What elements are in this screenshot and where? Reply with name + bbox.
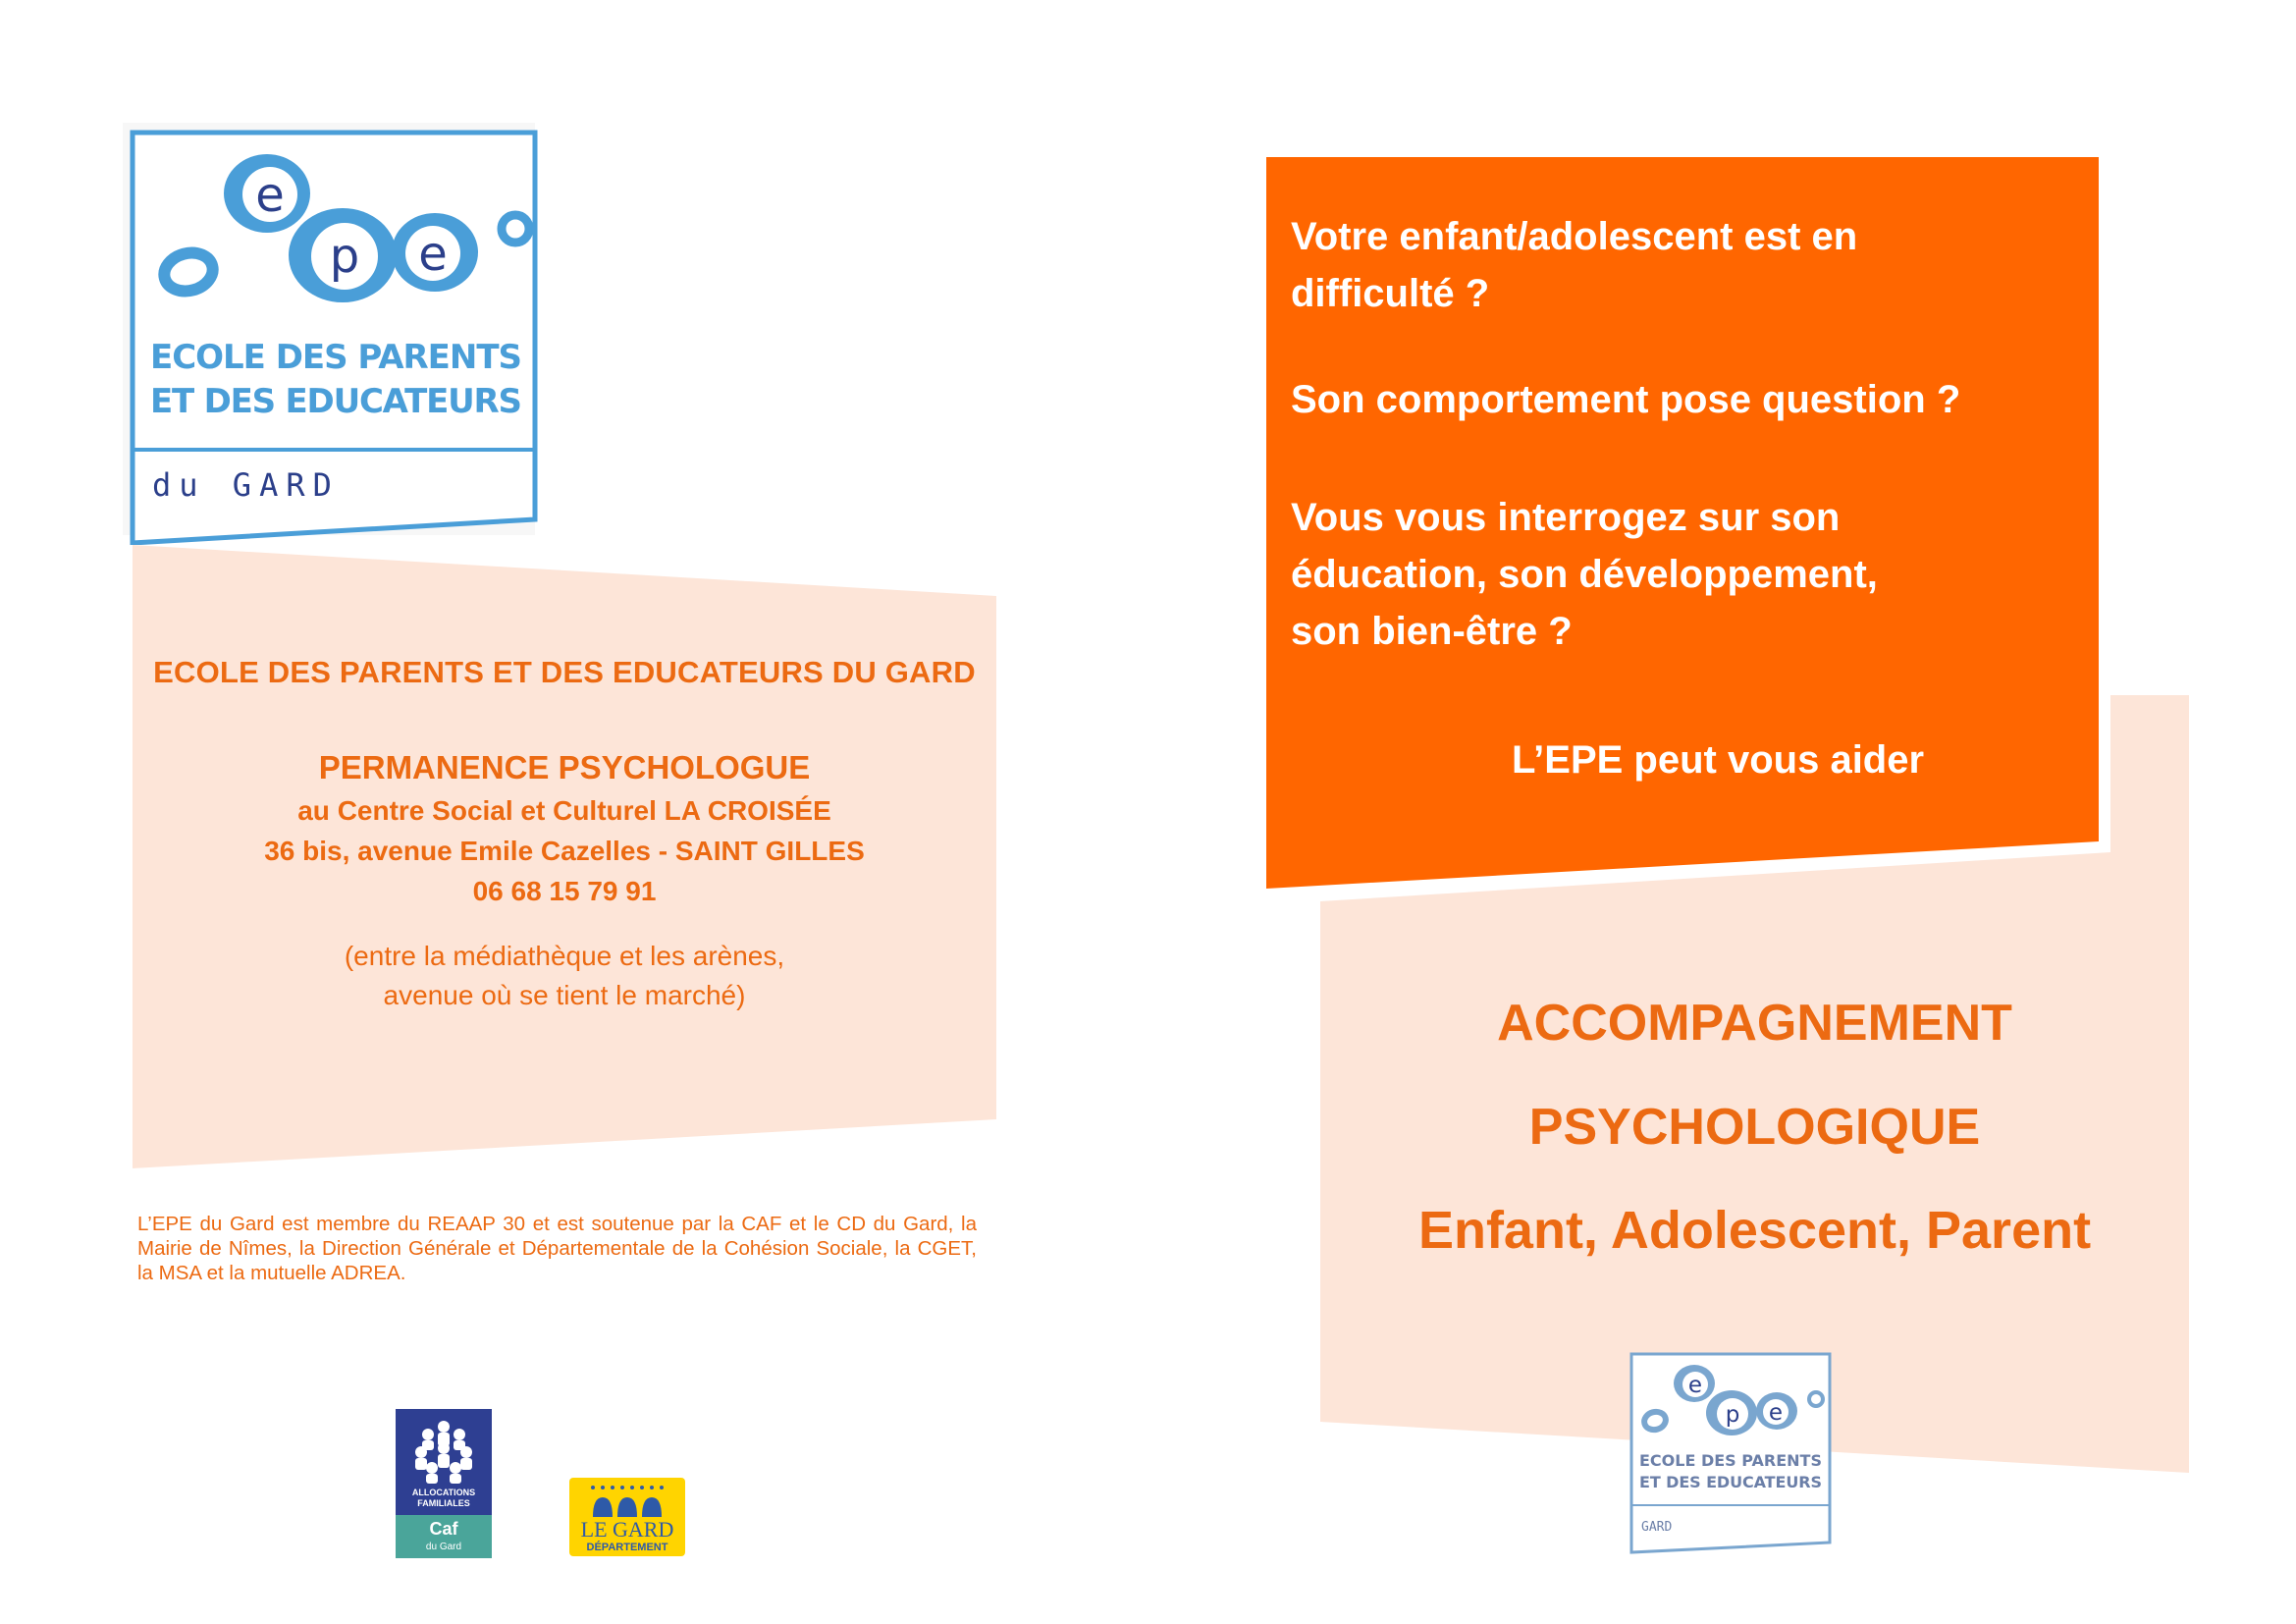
info-panel	[133, 545, 996, 1168]
title-line2: PSYCHOLOGIQUE	[1528, 1099, 1981, 1156]
question-3-line3: son bien-être ?	[1291, 610, 1573, 653]
gard-sub: DÉPARTEMENT	[586, 1542, 668, 1553]
epe-logo	[123, 123, 540, 545]
question-3-line2: éducation, son développement,	[1291, 553, 1878, 596]
permanence-heading: PERMANENCE PSYCHOLOGUE	[318, 749, 811, 785]
question-2: Son comportement pose question ?	[1291, 378, 1961, 421]
address: 36 bis, avenue Emile Cazelles - SAINT GILLES	[264, 836, 865, 866]
centre-name: au Centre Social et Culturel LA CROISÉE	[297, 795, 831, 826]
audience-line: Enfant, Adolescent, Parent	[1417, 1201, 2092, 1260]
caf-name: Caf	[429, 1519, 458, 1539]
logo-region: du GARD	[152, 466, 340, 504]
caf-line1: ALLOCATIONS	[411, 1488, 476, 1497]
arches-icon	[593, 1497, 662, 1517]
logo-letter-p: p	[329, 229, 360, 284]
gard-department-logo	[569, 1478, 685, 1556]
gard-name: LE GARD	[580, 1517, 674, 1542]
logo-name-line1: ECOLE DES PARENTS	[150, 338, 523, 377]
caf-sub: du Gard	[425, 1542, 462, 1552]
caf-line2: FAMILIALES	[417, 1498, 470, 1508]
logo-small-letter-e1: e	[1687, 1373, 1703, 1398]
logo-small-region: GARD	[1641, 1520, 1673, 1535]
caf-logo	[396, 1409, 492, 1558]
epe-logo-small	[1628, 1350, 1834, 1556]
logo-letter-e1: e	[255, 168, 285, 223]
title-line1: ACCOMPAGNEMENT	[1497, 995, 2012, 1052]
logo-small-line1: ECOLE DES PARENTS	[1639, 1451, 1822, 1470]
questions-box	[1266, 157, 2101, 893]
location-note-line1: (entre la médiathèque et les arènes,	[344, 941, 785, 971]
logo-small-line2: ET DES EDUCATEURS	[1639, 1473, 1822, 1491]
logo-small-letter-e2: e	[1768, 1400, 1784, 1426]
question-1-line1: Votre enfant/adolescent est en	[1291, 215, 1858, 258]
membership-text: L’EPE du Gard est membre du REAAP 30 et est soutenue par la CAF et le CD du Gard, la Mairie de Nîmes, la Direction Générale et Départementale de la Cohésion Sociale, la CGET, la MSA et la mutuelle ADREA.	[137, 1213, 977, 1284]
organisation-title: ECOLE DES PARENTS ET DES EDUCATEURS DU GARD	[153, 655, 976, 689]
question-1-line2: difficulté ?	[1291, 272, 1490, 315]
question-3-line1: Vous vous interrogez sur son	[1291, 496, 1841, 539]
help-statement: L’EPE peut vous aider	[1511, 738, 1925, 782]
phone-number: 06 68 15 79 91	[472, 876, 657, 906]
logo-name-line2: ET DES EDUCATEURS	[150, 382, 523, 421]
logo-letter-e2: e	[418, 227, 448, 282]
location-note-line2: avenue où se tient le marché)	[383, 980, 746, 1010]
logo-small-letter-p: p	[1725, 1402, 1740, 1428]
